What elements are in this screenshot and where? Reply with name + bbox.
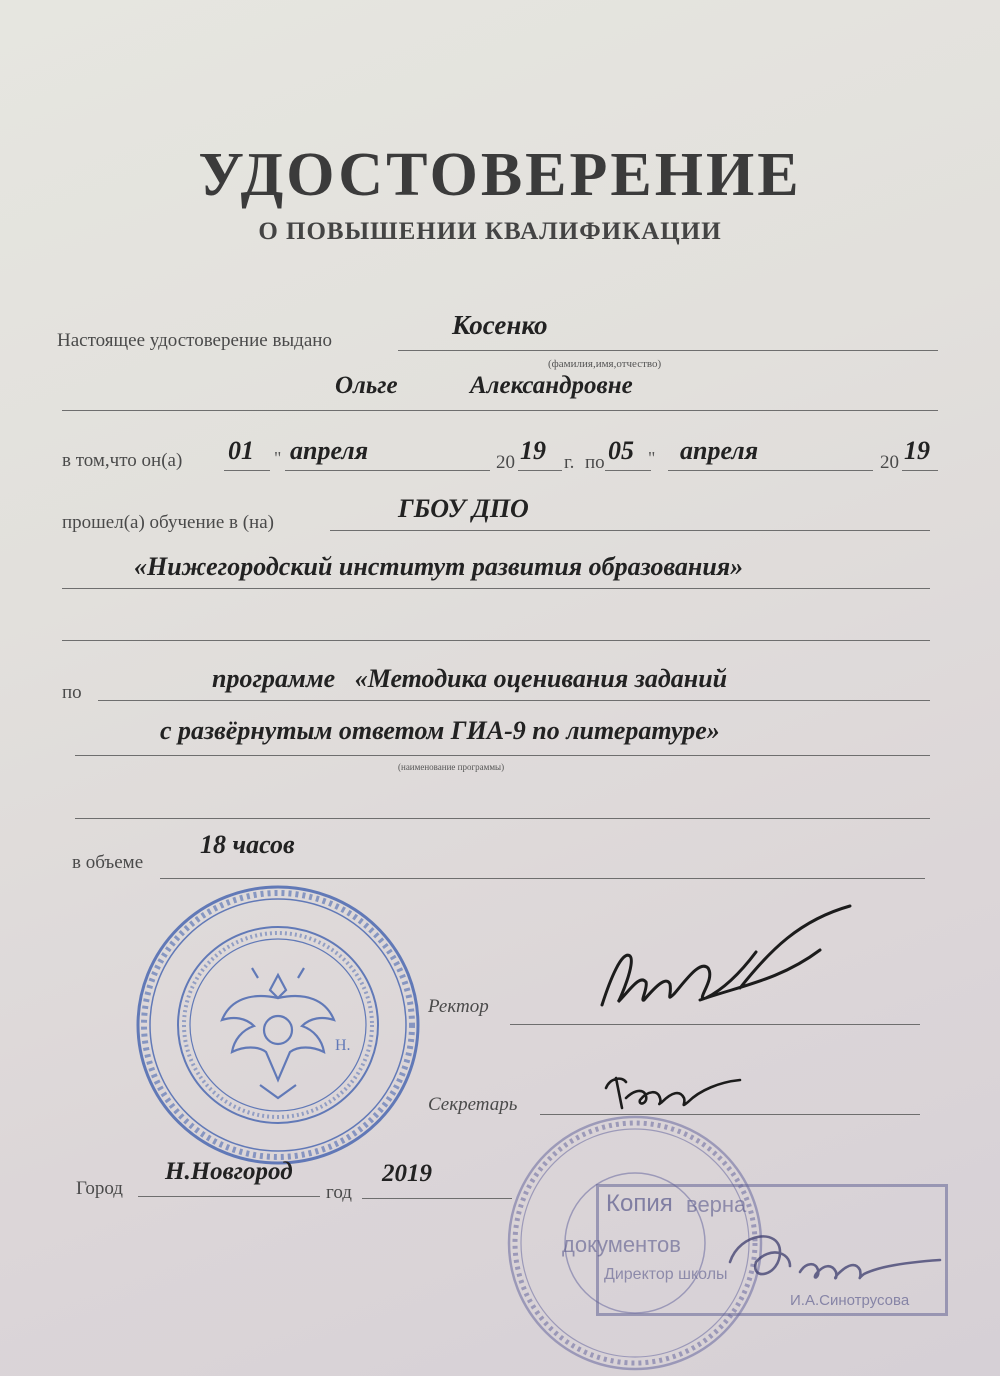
surname-line	[398, 350, 938, 351]
end-month-value: апреля	[680, 436, 759, 465]
start-month-line	[285, 470, 490, 471]
rector-line	[510, 1024, 920, 1025]
institution-line2-value: «Нижегородский институт развития образования»	[134, 552, 744, 581]
end-month-line	[668, 470, 873, 471]
quote-mark-2: "	[648, 448, 656, 468]
end-day-value: 05	[608, 436, 634, 465]
program-label: по	[62, 682, 82, 703]
name-line	[62, 410, 938, 411]
year-line	[362, 1198, 512, 1199]
copy-stamp-line1: Копия	[606, 1190, 673, 1217]
start-year-prefix: 20	[496, 452, 515, 473]
institution-line-2	[62, 588, 930, 589]
city-value: Н.Новгород	[165, 1158, 293, 1185]
issued-label: Настоящее удостоверение выдано	[57, 330, 332, 351]
start-month-value: апреля	[290, 436, 369, 465]
program-line-1	[98, 700, 930, 701]
start-day-value: 01	[228, 436, 254, 465]
institution-line1-value: ГБОУ ДПО	[398, 494, 529, 523]
director-signature	[720, 1222, 950, 1302]
rector-label: Ректор	[428, 996, 489, 1017]
copy-stamp-line1b: верна	[686, 1192, 747, 1217]
volume-label: в объеме	[72, 852, 144, 873]
program-line1-value: программе «Методика оценивания заданий	[212, 664, 728, 693]
institution-line-3	[62, 640, 930, 641]
start-year-g: г.	[564, 452, 575, 473]
year-label: год	[326, 1182, 352, 1203]
end-year-prefix: 20	[880, 452, 899, 473]
first-name-value: Ольге	[335, 372, 398, 399]
copy-stamp-line2: документов	[562, 1232, 681, 1257]
document-subtitle: О ПОВЫШЕНИИ КВАЛИФИКАЦИИ	[258, 218, 722, 245]
city-line	[138, 1196, 320, 1197]
official-round-seal	[130, 880, 430, 1170]
to-label: по	[585, 452, 605, 473]
document-title: УДОСТОВЕРЕНИЕ	[198, 141, 802, 209]
training-label: прошел(а) обучение в (на)	[62, 512, 274, 533]
rector-signature	[590, 890, 870, 1020]
copy-stamp-name: И.А.Синотрусова	[790, 1292, 910, 1309]
end-year-line	[902, 470, 938, 471]
start-year-value: 19	[520, 436, 546, 465]
program-line-3	[75, 818, 930, 819]
svg-text:Н.: Н.	[335, 1037, 351, 1054]
end-day-line	[605, 470, 651, 471]
quote-mark-1: "	[274, 448, 282, 468]
period-label: в том,что он(а)	[62, 450, 183, 471]
program-line-2	[75, 755, 930, 756]
city-label: Город	[76, 1178, 123, 1199]
program-line2-value: с развёрнутым ответом ГИА-9 по литературе»	[160, 716, 720, 745]
secretary-label: Секретарь	[428, 1094, 518, 1115]
start-day-line	[224, 470, 270, 471]
volume-line	[160, 878, 925, 879]
institution-line-1	[330, 530, 930, 531]
start-year-line	[518, 470, 562, 471]
program-caption: (наименование программы)	[398, 762, 505, 772]
volume-value: 18 часов	[200, 830, 295, 859]
end-year-value: 19	[904, 436, 930, 465]
year-value: 2019	[382, 1160, 432, 1187]
surname-value: Косенко	[452, 310, 548, 340]
copy-stamp-line3: Директор школы	[604, 1266, 728, 1283]
fio-caption: (фамилия,имя,отчество)	[548, 358, 662, 370]
patronymic-value: Александровне	[470, 372, 633, 399]
